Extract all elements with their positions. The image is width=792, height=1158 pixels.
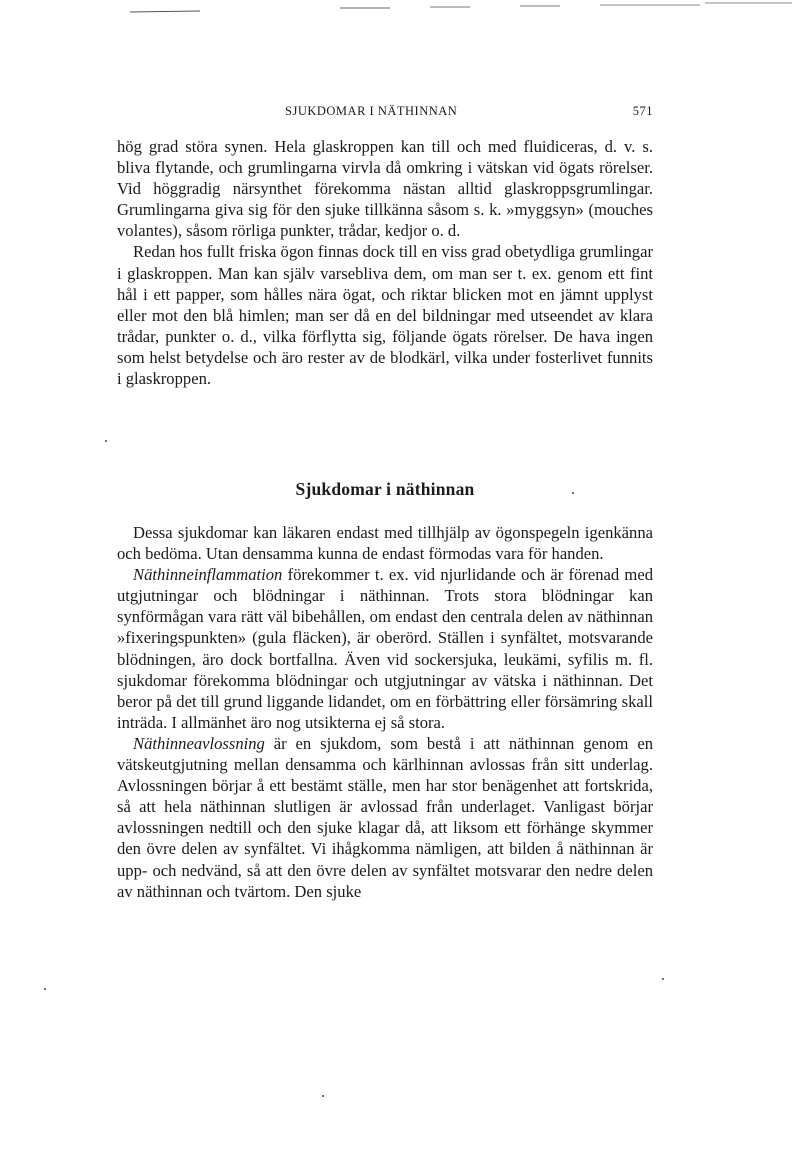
- term-nathinneavlossning: Näthinneavlossning: [133, 733, 265, 753]
- scan-speck: [662, 978, 664, 980]
- term-nathinneinflammation: Näthinneinflammation: [133, 565, 283, 585]
- scan-edge-line: [130, 11, 200, 12]
- scan-speck: [105, 440, 107, 442]
- paragraph-3-body: är en sjukdom, som bestå i att näthinnan genom en vätskeutgjutning mellan densamma och kärlhinnan avlossas från sitt underlag. Avlossningen börjar å ett bestämt ställe, men har stor benägenhet att fortskrida, så att hela näthinnan slutligen är avlossad från underlaget. Vanligast börjar avlossningen nedtill och den sjuke klagar då, att liksom ett förhänge skymmer den övre delen av synfältet. Vi ihågkomma nämligen, att bilden å näthinnan är upp- och nedvänd, så att den övre delen av synfältet motsvarar den nedre delen av näthinnan och tvärtom. Den sjuke: [117, 733, 653, 901]
- page-number: 571: [632, 104, 653, 118]
- intro-paragraph-2: Redan hos fullt friska ögon finnas dock till en viss grad obetydliga grumlingar i glaskroppen. Man kan själv varsebliva dem, om man ser t. ex. genom ett fint hål i ett papper, som hålles nära ögat, och riktar blicken mot en jämnt upplyst eller mot den blå himlen; man ser då en del bildningar med utseendet av klara trådar, punkter o. d., vilka förflytta sig, följande ögats rörelser. De hava ingen som helst betydelse och äro rester av de blodkärl, vilka under fosterlivet funnits i glaskroppen.: [117, 242, 653, 389]
- intro-text: [117, 136, 653, 389]
- intro-paragraph-1: hög grad störa synen. Hela glaskroppen kan till och med fluidiceras, d. v. s. bliva flytande, och grumlingarna virvla då omkring i vätskan vid ögats rörelser. Vid höggradig närsynthet förekomma nästan alltid glaskroppsgrumlingar. Grumlingarna giva sig för den sjuke tillkänna såsom s. k. »myggsyn» (mouches volantes), såsom rörliga punkter, trådar, kedjor o. d.: [117, 137, 653, 241]
- section-heading: Sjukdomar i näthinnan: [295, 479, 475, 499]
- scan-speck: [44, 988, 46, 990]
- scan-speck: [322, 1095, 324, 1097]
- section-paragraph-1: Dessa sjukdomar kan läkaren endast med tillhjälp av ögonspegeln igenkänna och bedöma. Utan densamma kunna de endast förmodas vara för handen.: [117, 523, 653, 564]
- scan-speck: [572, 492, 574, 494]
- scan-edge-marks: [0, 0, 792, 20]
- section-text: [117, 522, 653, 902]
- paragraph-2-body: förekommer t. ex. vid njurlidande och är förenad med utgjutningar och blödningar i näthinnan. Trots stora blödningar kan synförmågan vara rätt väl bibehållen, om endast den centrala delen av näthinnan »fixeringspunkten» (gula fläcken), är oberörd. Ställen i synfältet, motsvarande blödningen, äro dock bortfallna. Även vid sockersjuka, leukämi, syfilis m. fl. sjukdomar förekomma blödningar och utgjutningar av vätska i näthinnan. Det beror på det till grund liggande lidandet, om en förbättring eller försämring skall inträda. I allmänhet äro nog utsikterna ej så stora.: [117, 565, 653, 732]
- running-title: SJUKDOMAR I NÄTHINNAN: [285, 104, 458, 118]
- section-paragraph-2: [117, 564, 653, 733]
- section-paragraph-3: [117, 733, 653, 902]
- running-head: [117, 104, 653, 122]
